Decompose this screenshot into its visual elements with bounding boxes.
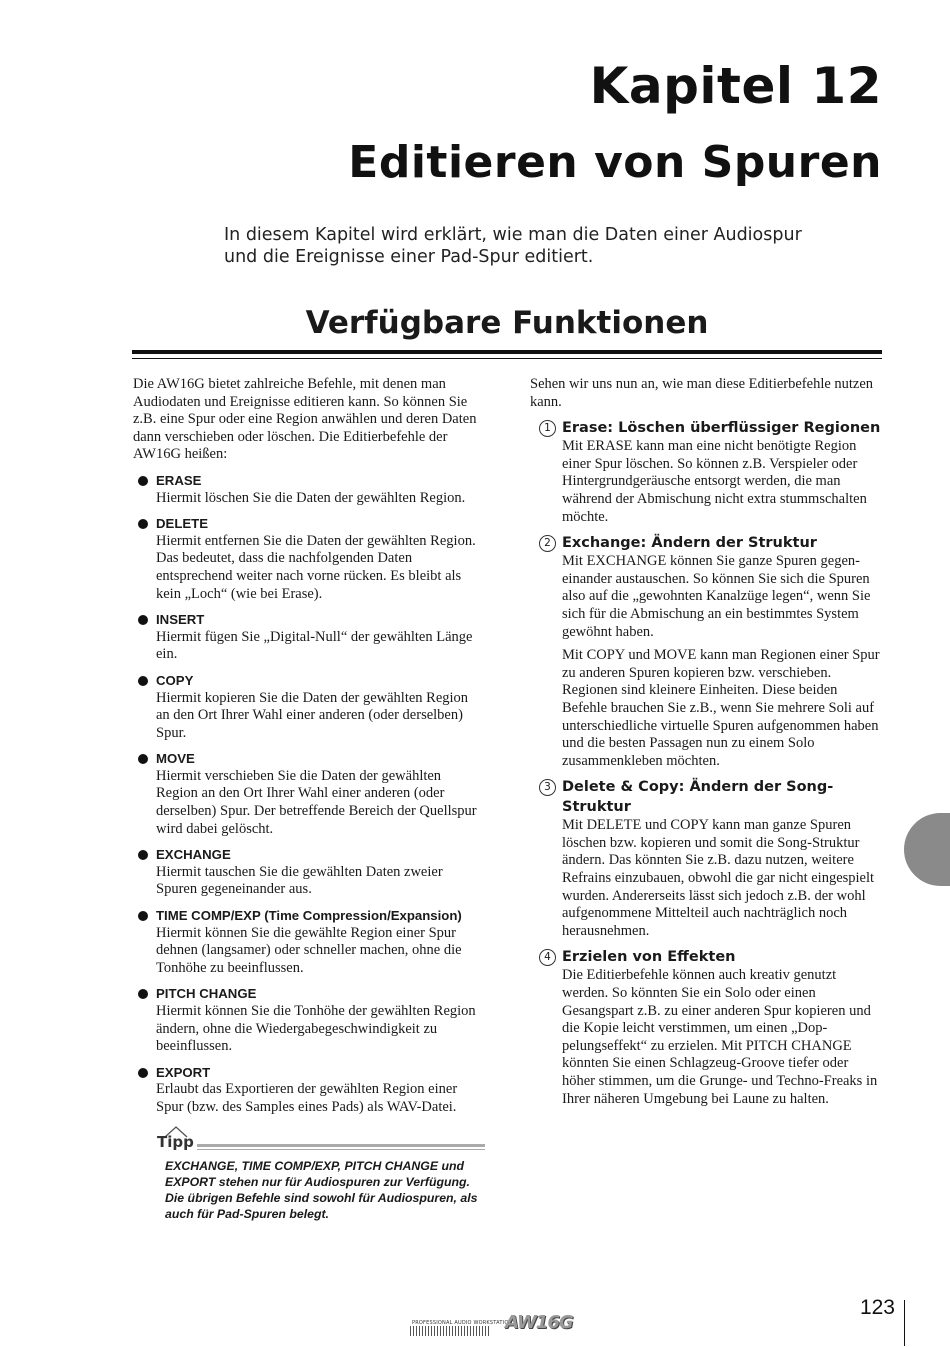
command-name: COPY [156,672,194,688]
command-item [133,611,485,664]
bullet-icon [138,911,148,921]
usage-paragraph: Mit ERASE kann man eine nicht benötigte Region einer Spur löschen. So können z.B. Verspieler oder Hintergrundgeräusche entsorgt werden, die man während der Abmischung nicht extra stummschalten möchte. [562,438,867,525]
tip-box [157,1128,487,1222]
bullet-icon [138,850,148,860]
tip-text: EXCHANGE, TIME COMP/EXP, PITCH CHANGE und EXPORT stehen nur für Audiospuren zur Verfügung. Die übrigen Befehle sind sowohl für Audiospuren, als auch für Pad-Spuren belegt. [165,1159,478,1221]
product-line-text: PROFESSIONAL AUDIO WORKSTATION [412,1320,513,1326]
right-column [530,376,882,1108]
command-name: MOVE [156,751,195,767]
command-name: DELETE [156,516,209,532]
usage-paragraph: Mit EXCHANGE können Sie ganze Spuren gegeneinander austauschen. So können Sie sich die Spuren also auf die „gewohnten Kanalzüge legen“, wenn Sie sich für die Abmischung an ein bestimmtes System gewöhnt haben. [562,553,871,640]
command-description: Hiermit entfernen Sie die Daten der gewählten Region. Das bedeutet, dass die nachfolgenden Daten entsprechend weiter nach vorne rücken. Es bleibt als kein „Loch“ (wie bei Erase). [156,532,476,602]
command-item [133,846,485,899]
command-item [133,1064,485,1117]
usage-item [530,777,882,940]
command-name: EXCHANGE [156,847,231,863]
left-intro: Die AW16G bietet zahlreiche Befehle, mit denen man Audiodaten und Ereignisse editieren kann. So können Sie z.B. eine Spur oder eine Region anwählen und deren Daten dann verschieben oder löschen. Die Editierbefehle der AW16G heißen: [133,376,477,463]
usage-item [530,947,882,1108]
left-column [133,376,485,1117]
usage-title: Exchange: Ändern der Struktur [562,535,817,552]
command-name: EXPORT [156,1064,211,1080]
command-name: ERASE [156,472,202,488]
command-list [133,472,485,1117]
usage-title: Erase: Löschen überflüssiger Regionen [562,420,881,437]
step-number-icon: 3 [539,779,556,796]
step-number-icon: 2 [539,535,556,552]
tip-rule [197,1144,485,1147]
step-number-icon: 4 [539,949,556,966]
usage-title: Delete & Copy: Ändern der Song-Struktur [562,779,834,816]
command-description: Hiermit können Sie die Tonhöhe der gewählten Region ändern, ohne die Wiedergabegeschwindigkeit zu beeinflussen. [156,1003,476,1055]
barcode-graphic [410,1326,490,1336]
usage-list [530,418,882,1108]
command-description: Hiermit kopieren Sie die Daten der gewählten Region an den Ort Ihrer Wahl einer anderen (oder derselben) Spur. [156,689,469,741]
footer-logo [410,1312,595,1336]
chapter-title: Editieren von Spuren [348,137,882,188]
command-description: Hiermit löschen Sie die Daten der gewählten Region. [156,489,466,506]
right-intro: Sehen wir uns nun an, wie man diese Editierbefehle nutzen kann. [530,376,874,410]
bullet-icon [138,519,148,529]
command-item [133,750,485,838]
usage-paragraph: Die Editierbefehle können auch kreativ genutzt werden. So könnten Sie ein Solo oder einen Gesangspart z.B. zu einer anderen Spur kopieren und die Kopie leicht verstimmen, um einen „Doppelungseffekt“ zu erzielen. Mit PITCH CHANGE könnten Sie einen Schlagzeug-Groove tiefer oder höher stimmen, um die Grunge- und Techno-Freaks in Ihrer näheren Umgebung bei Laune zu halten. [562,967,878,1107]
bullet-icon [138,754,148,764]
chapter-intro: In diesem Kapitel wird erklärt, wie man die Daten einer Audiospur und die Ereignisse einer Pad-Spur editiert. [224,225,802,267]
command-name: INSERT [156,612,205,628]
page-number-rule [904,1300,905,1346]
command-description: Hiermit können Sie die gewählte Region einer Spur dehnen (langsamer) oder schneller machen, ohne die Tonhöhe zu beeinflussen. [156,924,462,976]
bullet-icon [138,1068,148,1078]
tip-label: Tipp [157,1133,194,1151]
chapter-thumb-tab [904,813,950,886]
chapter-heading: Kapitel 12 [589,57,882,115]
page-number: 123 [859,1296,895,1319]
step-number-icon: 1 [539,420,556,437]
usage-title: Erzielen von Effekten [562,949,736,966]
command-item [133,672,485,742]
usage-item [530,418,882,526]
brand-logo: AW16G [505,1312,573,1333]
bullet-icon [138,989,148,999]
command-description: Erlaubt das Exportieren der gewählten Region einer Spur (bzw. des Samples eines Pads) als WAV-Datei. [156,1081,458,1115]
command-name: TIME COMP/EXP (Time Compression/Expansion) [156,908,462,924]
usage-paragraph: Mit COPY und MOVE kann man Regionen einer Spur zu anderen Spuren kopieren bzw. verschieben. Regionen sind kleinere Einheiten. Diese beiden Befehle brauchen Sie z.B., wenn Sie mehrere Soli auf unterschiedliche virtuelle Spuren aufgenommen haben und die besten Passagen nun zu einem Solo zusammenkleben möchten. [562,647,880,769]
command-description: Hiermit tauschen Sie die gewählten Daten zweier Spuren gegeneinander aus. [156,863,443,898]
usage-paragraph: Mit DELETE und COPY kann man ganze Spuren löschen bzw. kopieren und somit die Song-Struktur ändern. Das könnten Sie z.B. dazu nutzen, weitere Refrains einzubauen, obwohl die gar nicht eingespielt wurden. Andererseits lässt sich jedoch z.B. der wohl aufgenommene Mittelteil auch nachträglich noch herausnehmen. [562,817,875,939]
section-rule-thick [132,350,882,354]
command-item [133,472,485,507]
section-title: Verfügbare Funktionen [305,305,709,341]
bullet-icon [138,476,148,486]
command-item [133,515,485,603]
section-rule-thin [132,358,882,359]
bullet-icon [138,676,148,686]
command-description: Hiermit verschieben Sie die Daten der gewählten Region an den Ort Ihrer Wahl einer anderen (oder derselben) Spur. Der betreffende Bereich der Quellspur wird dabei gelöscht. [156,767,477,837]
command-item [133,907,485,977]
usage-item [530,533,882,770]
command-description: Hiermit fügen Sie „Digital-Null“ der gewählten Länge ein. [156,628,473,663]
command-item [133,985,485,1055]
command-name: PITCH CHANGE [156,986,257,1002]
tip-rule-thin [197,1149,485,1150]
bullet-icon [138,615,148,625]
